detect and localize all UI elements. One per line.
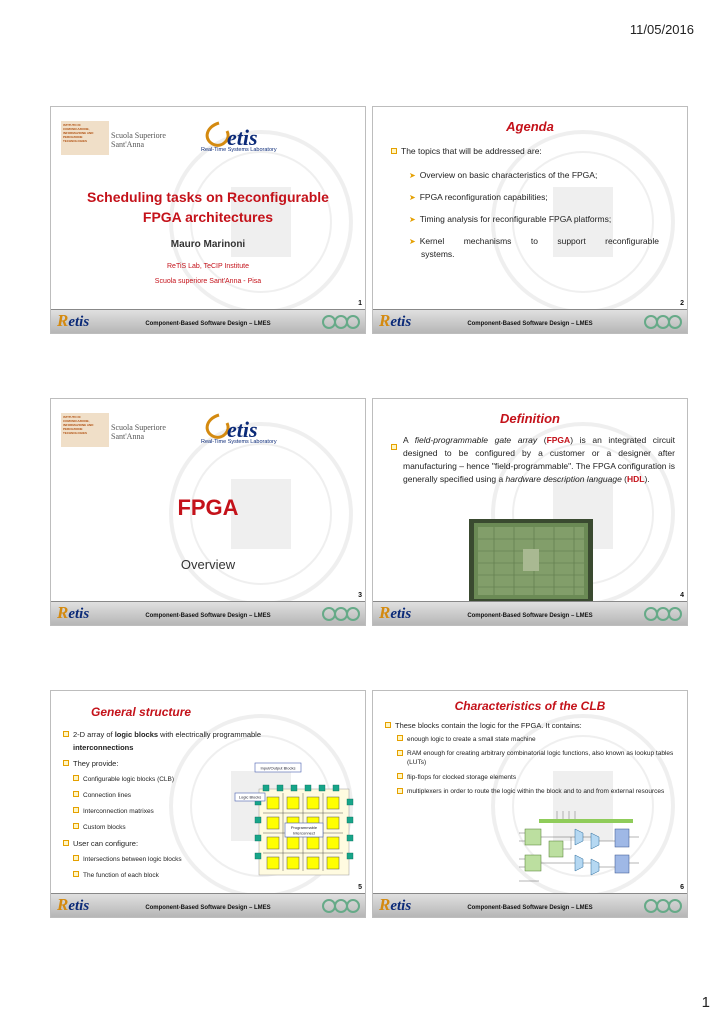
footer-deco-icon — [643, 314, 683, 330]
slide-number: 5 — [358, 884, 362, 891]
slide-title: FPGA — [177, 495, 239, 520]
slide-footer — [51, 601, 365, 625]
footer-logo: Retis — [57, 895, 90, 914]
slide-subtitle: Overview — [180, 557, 236, 572]
slide-number: 4 — [680, 592, 684, 599]
slide-title: General structure — [91, 705, 192, 719]
scuola-logo: Scuola Superiore Sant'Anna — [111, 131, 166, 149]
footer-deco-icon — [321, 314, 361, 330]
slide-number: 1 — [358, 300, 362, 307]
footer-logo: Retis — [379, 603, 412, 622]
slide-5 — [50, 690, 366, 918]
clb-item: multiplexers in order to route the logic within the block and to and from external resources — [397, 787, 683, 796]
clb-item: enough logic to create a small state machine — [397, 733, 536, 746]
diagram-label-prog2: Interconnect — [292, 830, 316, 836]
slide-number: 3 — [358, 592, 362, 599]
scuola-logo: Scuola Superiore Sant'Anna — [111, 423, 166, 441]
svg-text:etis: etis — [227, 417, 258, 442]
slide-title: Definition — [500, 411, 560, 426]
slide-title: Characteristics of the CLB — [454, 699, 606, 713]
print-date: 11/05/2016 — [629, 22, 694, 37]
slide-title: Scheduling tasks on Reconfigurable FPGA architectures — [87, 189, 329, 225]
slide-number: 2 — [680, 300, 684, 307]
footer-text: Component-Based Software Design – LMES — [467, 321, 593, 327]
lab-name: ReTiS Lab, TeCIP Institute — [167, 263, 249, 270]
slide-6 — [372, 690, 688, 918]
structure-text: 2-D array of logic blocks with electrically programmable — [63, 729, 261, 741]
agenda-item: ➤ Overview on basic characteristics of the FPGA; — [409, 170, 598, 180]
slide-footer — [51, 309, 365, 333]
diagram-label-prog: Programmable — [290, 825, 318, 830]
footer-deco-icon — [643, 606, 683, 622]
slide-1 — [50, 106, 366, 334]
institute-logo: ISTITUTO DI COMUNICAZIONE, INFORMAZIONE AND PERCEZIONE TECHNOLOGIES — [61, 121, 109, 155]
clb-item: RAM enough for creating arbitrary combinatorial logic functions, also known as lookup tables (LUTs) — [397, 749, 683, 767]
slide-footer — [373, 601, 687, 625]
clb-item: flip-flops for clocked storage elements — [397, 771, 516, 784]
provide-item: Interconnection matrixes — [73, 805, 154, 818]
provide-item: Connection lines — [73, 789, 131, 802]
slide-footer — [51, 893, 365, 917]
page-number: 1 — [701, 994, 710, 1011]
provide-label: They provide: — [63, 757, 118, 770]
footer-logo: Retis — [379, 311, 412, 330]
footer-deco-icon — [321, 898, 361, 914]
footer-logo: Retis — [57, 311, 90, 330]
fpga-structure-diagram — [229, 759, 359, 877]
diagram-label-logic: Logic Blocks — [238, 794, 262, 800]
svg-text:etis: etis — [227, 125, 258, 150]
provide-item: Custom blocks — [73, 821, 126, 834]
slide-2 — [372, 106, 688, 334]
footer-text: Component-Based Software Design – LMES — [467, 905, 593, 911]
retis-caption: Real-Time Systems Laboratory — [201, 147, 277, 153]
author: Mauro Marinoni — [170, 239, 246, 250]
diagram-label-io: Input/Output Blocks — [260, 765, 296, 771]
configure-item: Intersections between logic blocks — [73, 853, 182, 866]
configure-item: The function of each block — [73, 869, 159, 882]
clb-intro: These blocks contain the logic for the FPGA. It contains: — [385, 719, 582, 732]
footer-deco-icon — [321, 606, 361, 622]
definition-text: A field-programmable gate array (FPGA) is an integrated circuit designed to be configured by a customer or a designer after manufacturing – hence "field-programmable". The FPGA configuration is generally specified using a hardware description language (HDL). — [403, 435, 675, 484]
configure-label: User can configure: — [63, 837, 138, 850]
clb-schematic-diagram — [519, 811, 649, 885]
slide-4 — [372, 398, 688, 626]
intro-text: The topics that will be addressed are: — [391, 145, 542, 158]
structure-text-cont: interconnections — [73, 743, 134, 752]
footer-text: Component-Based Software Design – LMES — [467, 613, 593, 619]
footer-text: Component-Based Software Design – LMES — [145, 905, 271, 911]
slide-footer — [373, 893, 687, 917]
retis-caption: Real-Time Systems Laboratory — [201, 439, 277, 445]
footer-logo: Retis — [57, 603, 90, 622]
agenda-item: ➤ Timing analysis for reconfigurable FPGA platforms; — [409, 214, 612, 224]
agenda-item-cont: systems. — [421, 249, 455, 259]
institute-logo: ISTITUTO DI COMUNICAZIONE, INFORMAZIONE AND PERCEZIONE TECHNOLOGIES — [61, 413, 109, 447]
slide-3 — [50, 398, 366, 626]
slide-footer — [373, 309, 687, 333]
footer-text: Component-Based Software Design – LMES — [145, 613, 271, 619]
provide-item: Configurable logic blocks (CLB) — [73, 773, 174, 786]
school-name: Scuola superiore Sant'Anna - Pisa — [154, 278, 262, 285]
footer-deco-icon — [643, 898, 683, 914]
agenda-item: ➤ Kernel mechanisms to support reconfigurable — [409, 236, 659, 246]
footer-text: Component-Based Software Design – LMES — [145, 321, 271, 327]
bullet-icon — [391, 437, 399, 455]
fpga-die-image — [469, 519, 593, 603]
slide-title: Agenda — [506, 119, 554, 134]
footer-logo: Retis — [379, 895, 412, 914]
agenda-item: ➤ FPGA reconfiguration capabilities; — [409, 192, 548, 202]
slide-number: 6 — [680, 884, 684, 891]
